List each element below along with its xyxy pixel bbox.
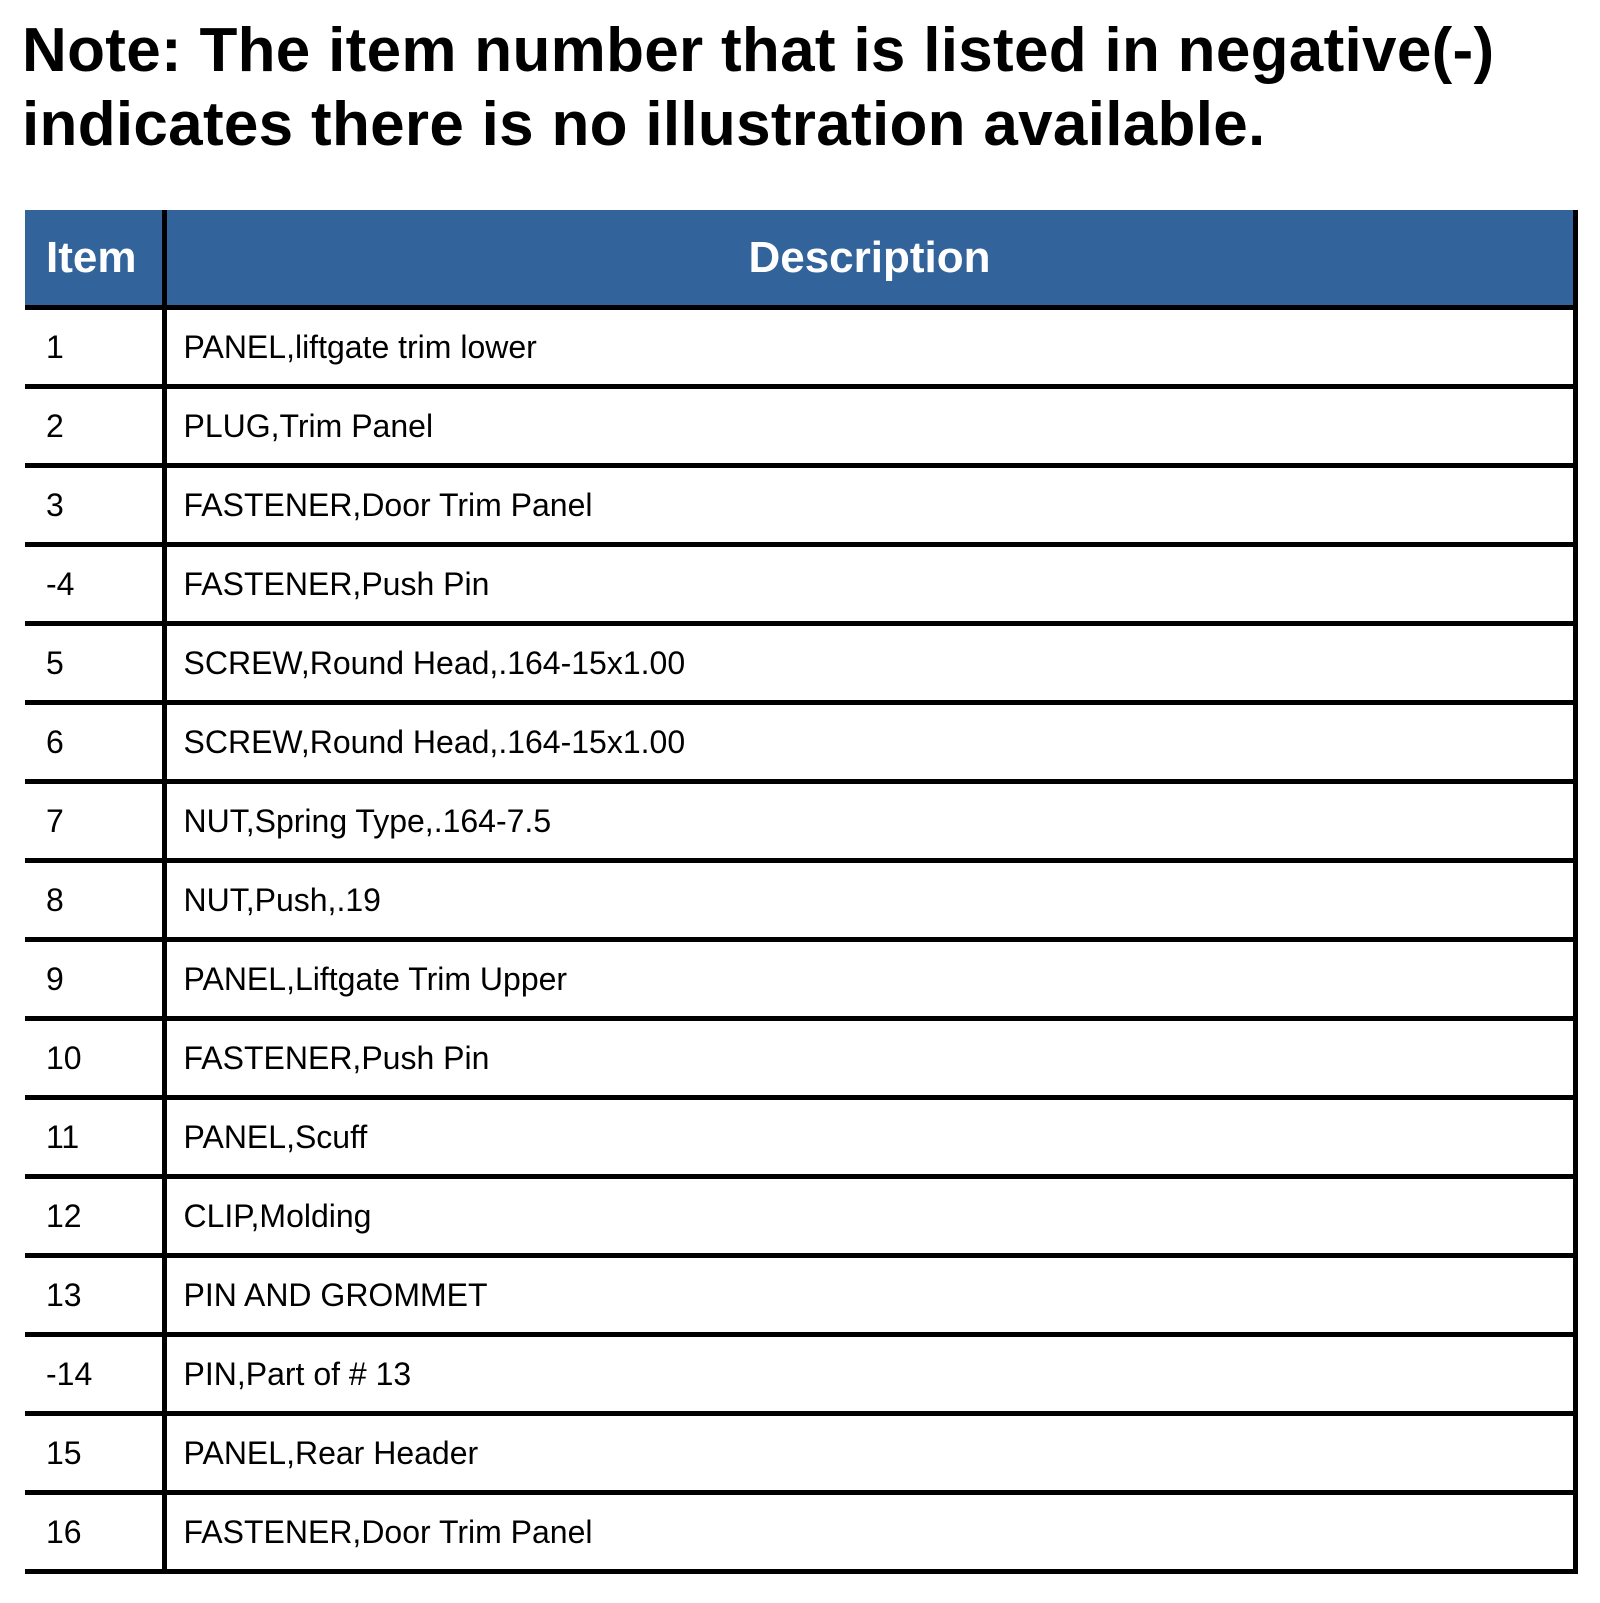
description-cell: FASTENER,Door Trim Panel bbox=[164, 1493, 1575, 1572]
item-number-cell: 6 bbox=[25, 703, 164, 782]
item-number-cell: 16 bbox=[25, 1493, 164, 1572]
item-number-cell: 12 bbox=[25, 1177, 164, 1256]
table-body bbox=[25, 308, 1575, 1572]
item-number-cell: 1 bbox=[25, 308, 164, 387]
note-line-1: Note: The item number that is listed in negative(-) bbox=[22, 16, 1495, 85]
description-cell: PANEL,Scuff bbox=[164, 1098, 1575, 1177]
note-line-2: indicates there is no illustration available. bbox=[22, 90, 1266, 159]
table-row bbox=[25, 624, 1575, 703]
description-cell: NUT,Push,.19 bbox=[164, 861, 1575, 940]
description-cell: PANEL,liftgate trim lower bbox=[164, 308, 1575, 387]
table-row bbox=[25, 387, 1575, 466]
description-cell: PANEL,Rear Header bbox=[164, 1414, 1575, 1493]
column-header-item: Item bbox=[25, 210, 164, 308]
table-row bbox=[25, 940, 1575, 1019]
header-row bbox=[25, 210, 1575, 308]
item-number-cell: 9 bbox=[25, 940, 164, 1019]
table-row bbox=[25, 1493, 1575, 1572]
item-number-cell: 2 bbox=[25, 387, 164, 466]
description-cell: PIN,Part of # 13 bbox=[164, 1335, 1575, 1414]
description-cell: FASTENER,Door Trim Panel bbox=[164, 466, 1575, 545]
table-row bbox=[25, 545, 1575, 624]
description-cell: NUT,Spring Type,.164-7.5 bbox=[164, 782, 1575, 861]
table-row bbox=[25, 1256, 1575, 1335]
note-text bbox=[22, 14, 1582, 162]
description-cell: PIN AND GROMMET bbox=[164, 1256, 1575, 1335]
item-number-cell: 15 bbox=[25, 1414, 164, 1493]
item-number-cell: 8 bbox=[25, 861, 164, 940]
table-row bbox=[25, 703, 1575, 782]
table-row bbox=[25, 1177, 1575, 1256]
description-cell: CLIP,Molding bbox=[164, 1177, 1575, 1256]
table-row bbox=[25, 1019, 1575, 1098]
table-row bbox=[25, 308, 1575, 387]
item-number-cell: 3 bbox=[25, 466, 164, 545]
table-header bbox=[25, 210, 1575, 308]
item-number-cell: 5 bbox=[25, 624, 164, 703]
table-row bbox=[25, 1098, 1575, 1177]
table-row bbox=[25, 782, 1575, 861]
table-row bbox=[25, 1335, 1575, 1414]
description-cell: FASTENER,Push Pin bbox=[164, 1019, 1575, 1098]
item-number-cell: 13 bbox=[25, 1256, 164, 1335]
parts-table-container bbox=[25, 210, 1575, 1574]
item-number-cell: -14 bbox=[25, 1335, 164, 1414]
table-row bbox=[25, 1414, 1575, 1493]
item-number-cell: 7 bbox=[25, 782, 164, 861]
item-number-cell: 11 bbox=[25, 1098, 164, 1177]
description-cell: PANEL,Liftgate Trim Upper bbox=[164, 940, 1575, 1019]
item-number-cell: 10 bbox=[25, 1019, 164, 1098]
description-cell: FASTENER,Push Pin bbox=[164, 545, 1575, 624]
description-cell: PLUG,Trim Panel bbox=[164, 387, 1575, 466]
parts-table bbox=[25, 210, 1578, 1574]
description-cell: SCREW,Round Head,.164-15x1.00 bbox=[164, 703, 1575, 782]
table-row bbox=[25, 861, 1575, 940]
table-row bbox=[25, 466, 1575, 545]
column-header-description: Description bbox=[164, 210, 1575, 308]
description-cell: SCREW,Round Head,.164-15x1.00 bbox=[164, 624, 1575, 703]
item-number-cell: -4 bbox=[25, 545, 164, 624]
